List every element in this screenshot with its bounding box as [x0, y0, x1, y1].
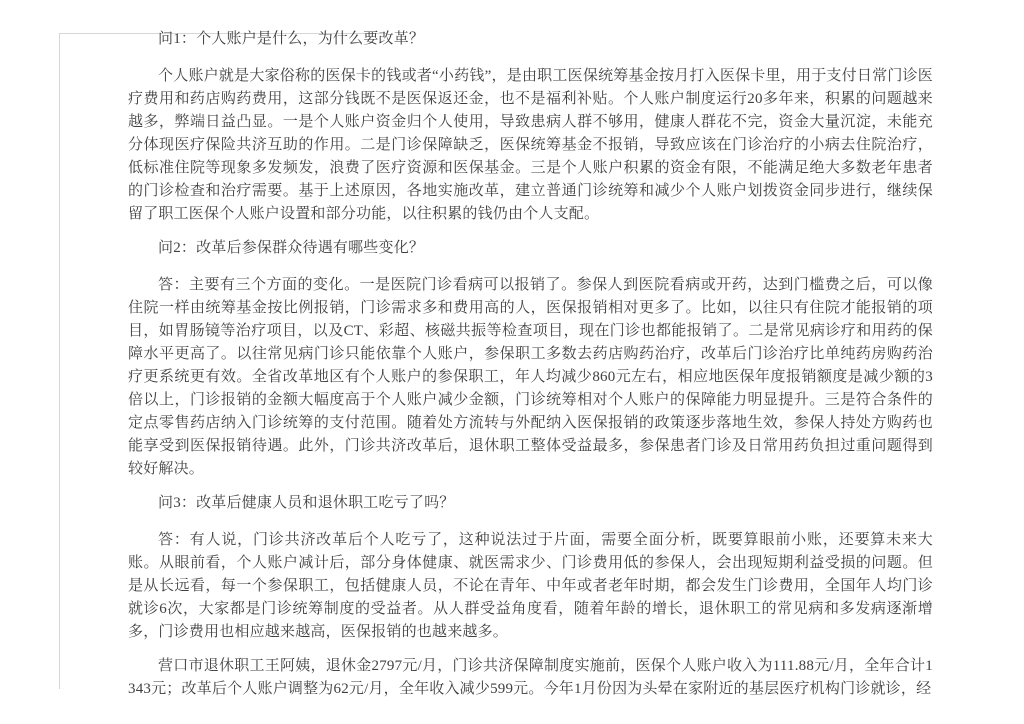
page-left-edge-line	[59, 33, 60, 689]
case-example-paragraph: 营口市退休职工王阿姨，退休金2797元/月，门诊共济保障制度实施前，医保个人账户收入为111.88元/月，全年合计1343元；改革后个人账户调整为62元/月，全年收入减少599元。今年1月份因为头晕在家附近的基层医疗机构门诊就诊，经	[128, 658, 933, 697]
question-2-heading: 问2：改革后参保群众待遇有哪些变化？	[158, 240, 425, 256]
document-body	[128, 28, 933, 712]
question-3-heading: 问3：改革后健康人员和退休职工吃亏了吗？	[158, 495, 455, 511]
answer-2-paragraph: 答：主要有三个方面的变化。一是医院门诊看病可以报销了。参保人到医院看病或开药，达到门槛费之后，可以像住院一样由统筹基金按比例报销，门诊需求多和费用高的人，医保报销相对更多了。比如，以往只有住院才能报销的项目，如胃肠镜等治疗项目，以及CT、彩超、核磁共振等检查项目，现在门诊也都能报销了。二是常见病诊疗和用药的保障水平更高了。以往常见病门诊只能依靠个人账户，参保职工多数去药店购药治疗，改革后门诊治疗比单纯药房购药治疗更系统更有效。全省改革地区有个人账户的参保职工，年人均减少860元左右，相应地医保年度报销额度是减少额的3倍以上，门诊报销的金额大幅度高于个人账户减少金额，门诊统筹相对个人账户的保障能力明显提升。三是符合条件的定点零售药店纳入门诊统筹的支付范围。随着处方流转与外配纳入医保报销的政策逐步落地生效，参保人持处方购药也能享受到医保报销待遇。此外，门诊共济改革后，退休职工整体受益最多，参保患者门诊及日常用药负担过重问题得到较好解决。	[128, 277, 933, 477]
answer-1-paragraph: 个人账户就是大家俗称的医保卡的钱或者“小药钱”，是由职工医保统筹基金按月打入医保卡里，用于支付日常门诊医疗费用和药店购药费用，这部分钱既不是医保返还金，也不是福利补贴。个人账户制度运行20多年来，积累的问题越来越多，弊端日益凸显。一是个人账户资金归个人使用，导致患病人群不够用，健康人群花不完，资金大量沉淀，未能充分体现医疗保险共济互助的作用。二是门诊保障缺乏，医保统筹基金不报销，导致应该在门诊治疗的小病去住院治疗，低标准住院等现象多发频发，浪费了医疗资源和医保基金。三是个人账户积累的资金有限，不能满足绝大多数老年患者的门诊检查和治疗需要。基于上述原因，各地实施改革，建立普通门诊统筹和减少个人账户划拨资金同步进行，继续保留了职工医保个人账户设置和部分功能，以往积累的钱仍由个人支配。	[128, 68, 933, 222]
question-1-heading: 问1：个人账户是什么，为什么要改革？	[158, 31, 425, 47]
answer-3-paragraph: 答：有人说，门诊共济改革后个人吃亏了，这种说法过于片面，需要全面分析，既要算眼前小账，还要算未来大账。从眼前看，个人账户减计后，部分身体健康、就医需求少、门诊费用低的参保人，会出现短期利益受损的问题。但是从长远看，每一个参保职工，包括健康人员，不论在青年、中年或者老年时期，都会发生门诊费用，全国年人均门诊就诊6次，大家都是门诊统筹制度的受益者。从人群受益角度看，随着年龄的增长，退休职工的常见病和多发病逐渐增多，门诊费用也相应越来越高，医保报销的也越来越多。	[128, 532, 933, 640]
